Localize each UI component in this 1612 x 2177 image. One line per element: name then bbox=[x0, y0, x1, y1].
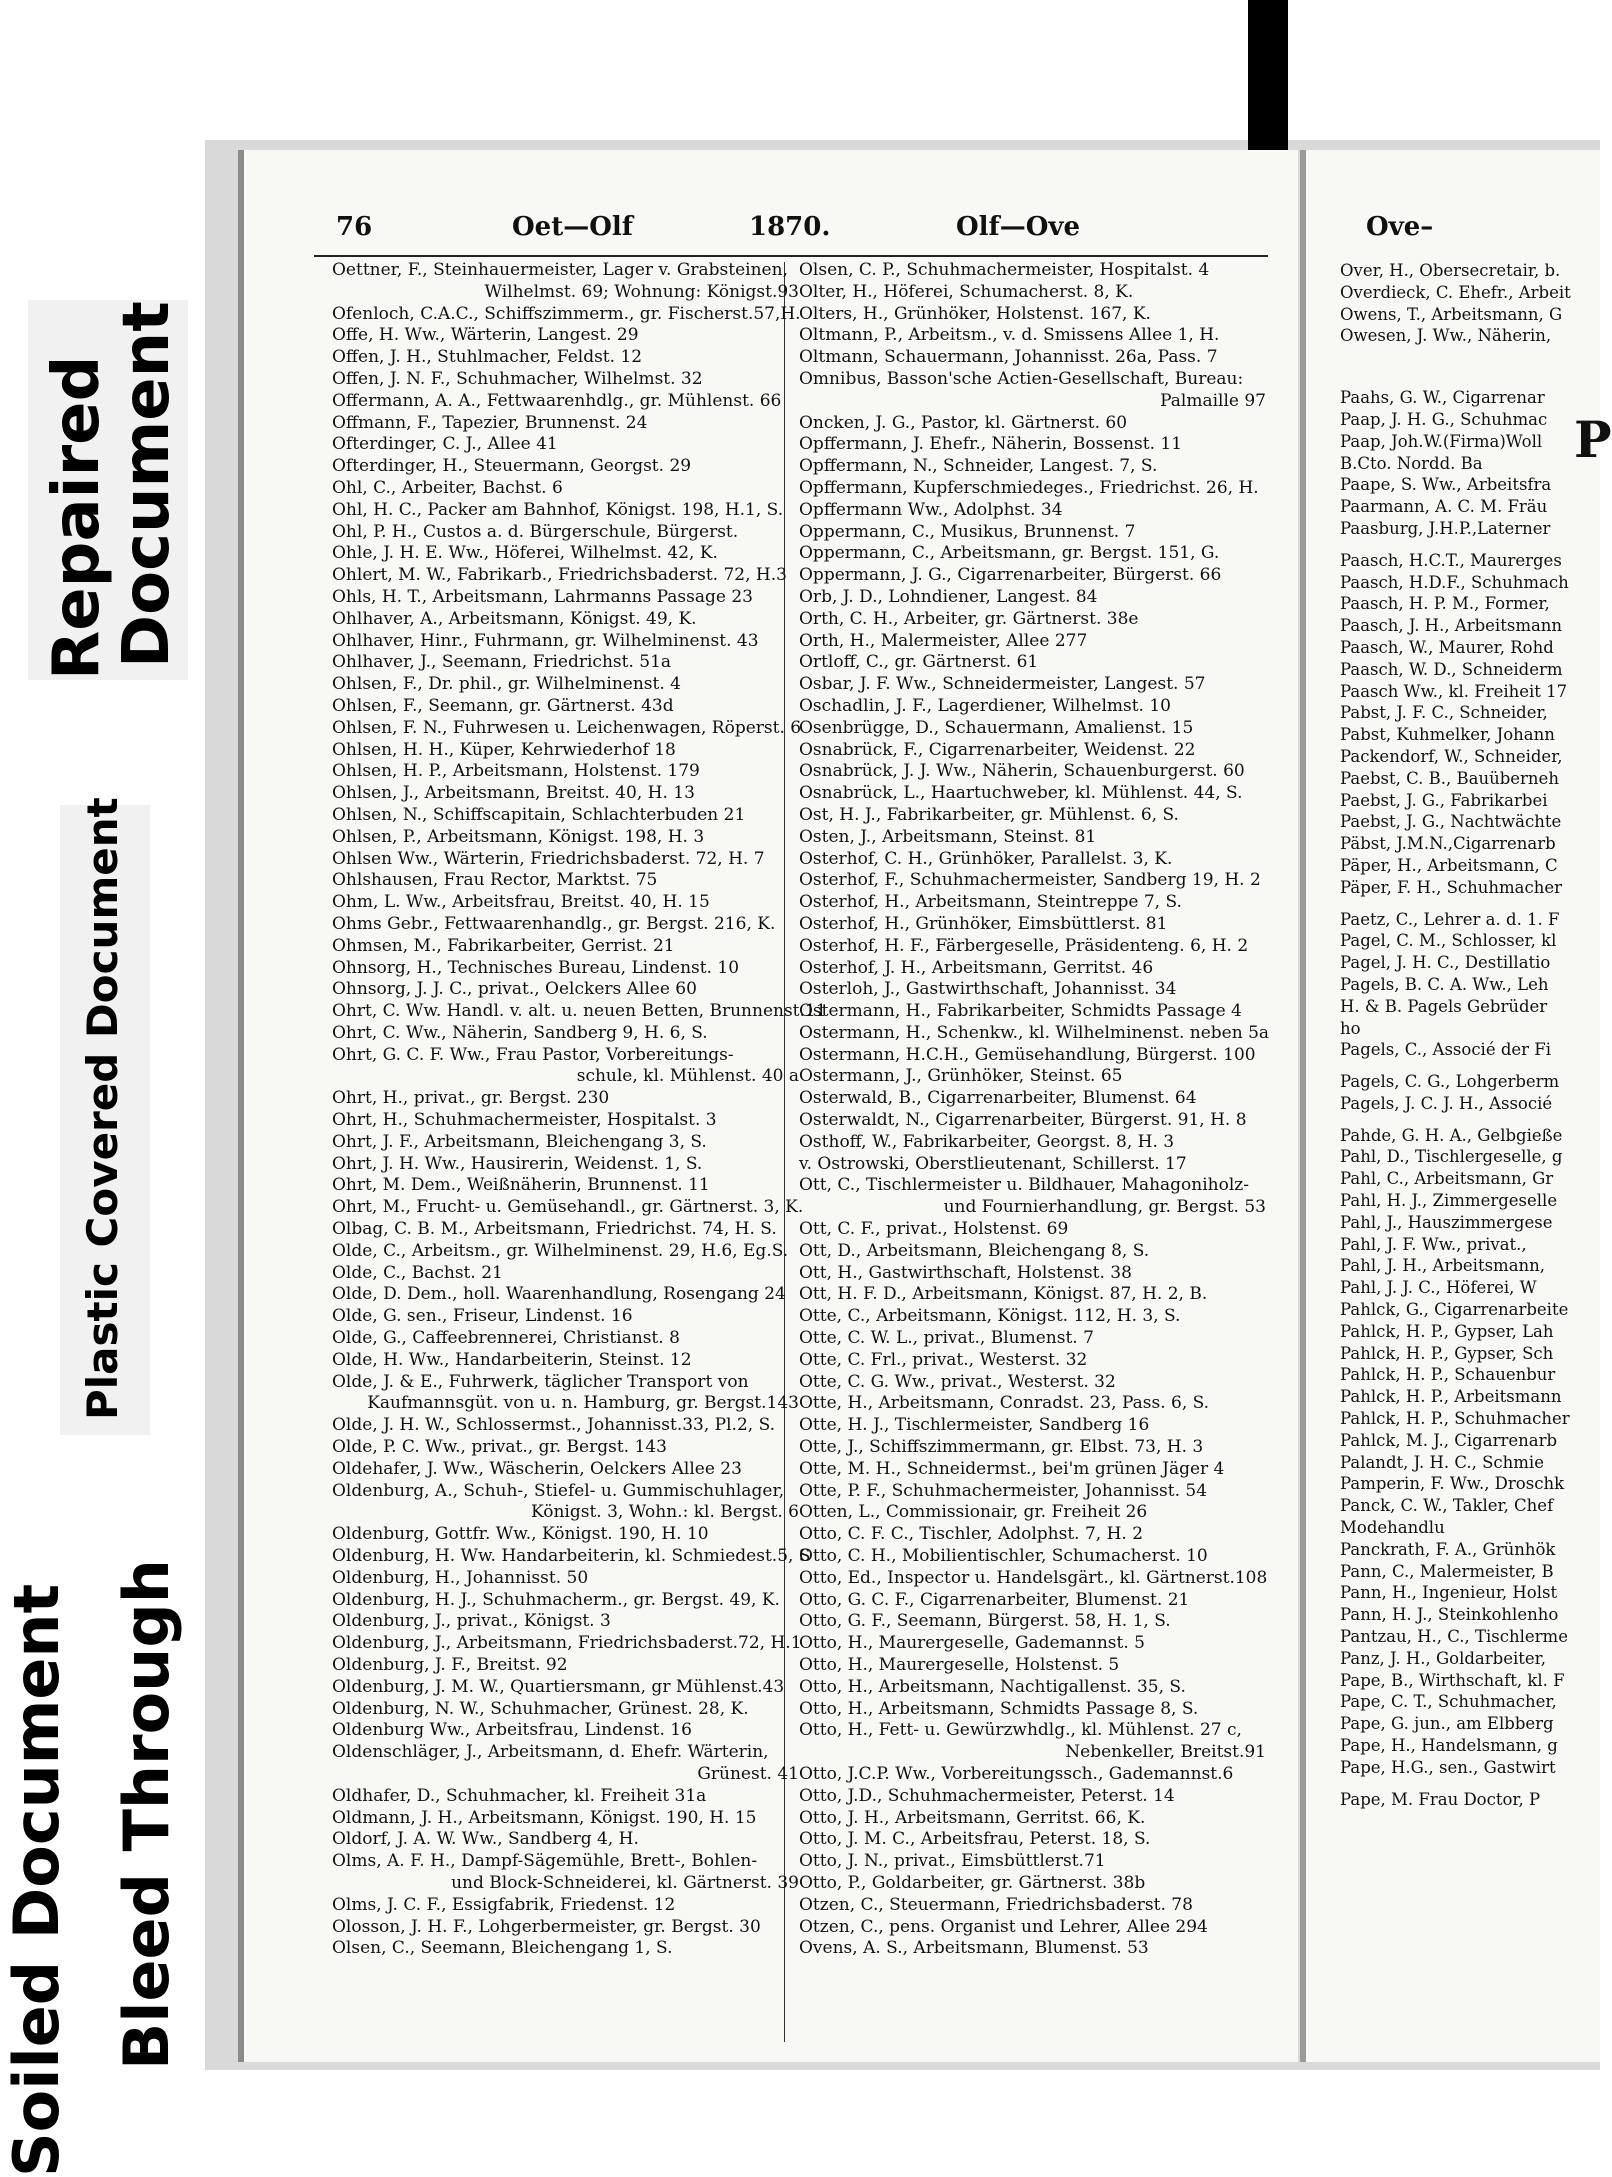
directory-entry: Ohrt, M. Dem., Weißnäherin, Brunnenst. 11 bbox=[332, 1175, 710, 1196]
directory-entry bbox=[1340, 347, 1606, 357]
directory-entry: Olter, H., Höferei, Schumacherst. 8, K. bbox=[799, 281, 1134, 302]
directory-entry: Otto, J. M. C., Arbeitsfrau, Peterst. 18, S. bbox=[799, 1829, 1151, 1850]
section-letter: P bbox=[1574, 410, 1612, 469]
directory-entry: Otte, P. F., Schuhmachermeister, Johannisst. 54 bbox=[799, 1480, 1208, 1501]
directory-entry: Paasch, H.D.F., Schuhmach bbox=[1340, 572, 1569, 592]
directory-entry: Oldenburg, J., privat., Königst. 3 bbox=[332, 1611, 611, 1632]
directory-entry: Ott, C., Tischlermeister u. Bildhauer, Mahagoniholz- bbox=[799, 1175, 1249, 1196]
directory-entry: Oschadlin, J. F., Lagerdiener, Wilhelmst. 10 bbox=[799, 695, 1171, 716]
directory-entry: Oldenburg, J. M. W., Quartiersmann, gr Mühlenst.43 bbox=[332, 1676, 785, 1697]
soiled-document-tag: Soiled Document bbox=[0, 1583, 73, 2177]
directory-entry: Ohl, H. C., Packer am Bahnhof, Königst. 198, H.1, S. bbox=[332, 499, 784, 520]
directory-entry: Paebst, J. G., Fabrikarbei bbox=[1340, 790, 1548, 810]
directory-entry: Pann, C., Malermeister, B bbox=[1340, 1561, 1554, 1581]
directory-entry: Pagels, J. C. J. H., Associé bbox=[1340, 1093, 1553, 1113]
directory-entry: Ohrt, C. Ww., Näherin, Sandberg 9, H. 6, S. bbox=[332, 1022, 708, 1043]
directory-entry: Panckrath, F. A., Grünhök bbox=[1340, 1539, 1556, 1559]
directory-entry: Ohrt, J. H. Ww., Hausirerin, Weidenst. 1, S. bbox=[332, 1153, 703, 1174]
page-header bbox=[244, 212, 1298, 252]
directory-entry: Ofterdinger, H., Steuermann, Georgst. 29 bbox=[332, 456, 692, 477]
directory-entry: Pahlck, M. J., Cigarrenarb bbox=[1340, 1430, 1558, 1450]
directory-column-right bbox=[1340, 260, 1606, 1810]
directory-entry: Otto, Ed., Inspector u. Handelsgärt., kl. Gärtnerst.108 bbox=[799, 1567, 1268, 1588]
directory-entry: Päper, H., Arbeitsmann, C bbox=[1340, 855, 1558, 875]
directory-entry: Ohm, L. Ww., Arbeitsfrau, Breitst. 40, H. 15 bbox=[332, 892, 710, 913]
page-number: 76 bbox=[336, 212, 373, 242]
directory-entry: Otto, G. F., Seemann, Bürgerst. 58, H. 1, S. bbox=[799, 1611, 1171, 1632]
directory-entry: Ohrt, G. C. F. Ww., Frau Pastor, Vorbereitungs- bbox=[332, 1044, 734, 1065]
directory-entry: Osterhof, H., Grünhöker, Eimsbüttlerst. 81 bbox=[799, 913, 1168, 934]
directory-entry: Orth, H., Malermeister, Allee 277 bbox=[799, 630, 1088, 651]
directory-entry: Oldehafer, J. Ww., Wäscherin, Oelckers Allee 23 bbox=[332, 1458, 742, 1479]
directory-entry: Opffermann, N., Schneider, Langest. 7, S. bbox=[799, 456, 1158, 477]
directory-entry: Opffermann, Kupferschmiedeges., Friedrichst. 26, H. bbox=[799, 477, 1259, 498]
directory-entry: Olde, D. Dem., holl. Waarenhandlung, Rosengang 24 bbox=[332, 1284, 786, 1305]
directory-entry: Ostermann, H., Fabrikarbeiter, Schmidts Passage 4 bbox=[799, 1001, 1242, 1022]
directory-entry: Pagel, J. H. C., Destillatio bbox=[1340, 953, 1551, 973]
directory-entry: Otzen, C., Steuermann, Friedrichsbaderst. 78 bbox=[799, 1894, 1193, 1915]
directory-entry: Osnabrück, L., Haartuchweber, kl. Mühlenst. 44, S. bbox=[799, 783, 1243, 804]
directory-entry: Ostermann, H., Schenkw., kl. Wilhelminenst. neben 5a bbox=[799, 1022, 1270, 1043]
directory-entry: Oldenburg, Gottfr. Ww., Königst. 190, H. 10 bbox=[332, 1524, 709, 1545]
directory-entry: Ostermann, H.C.H., Gemüsehandlung, Bürgerst. 100 bbox=[799, 1044, 1256, 1065]
bleed-through-tag: Bleed Through bbox=[110, 1559, 183, 2070]
directory-entry: Opffermann, J. Ehefr., Näherin, Bossenst. 11 bbox=[799, 434, 1183, 455]
directory-entry: ho bbox=[1340, 1018, 1361, 1038]
directory-entry: Pahl, D., Tischlergeselle, g bbox=[1340, 1147, 1563, 1167]
directory-entry: Osterhof, J. H., Arbeitsmann, Gerritst. 46 bbox=[799, 957, 1154, 978]
directory-entry: Oldenburg, A., Schuh-, Stiefel- u. Gummischuhlager, bbox=[332, 1480, 785, 1501]
directory-entry: Otto, J.C.P. Ww., Vorbereitungssch., Gademannst.6 bbox=[799, 1763, 1234, 1784]
directory-entry: Osten, J., Arbeitsmann, Steinst. 81 bbox=[799, 826, 1097, 847]
directory-entry: Wilhelmst. 69; Wohnung: Königst.93 bbox=[484, 281, 799, 302]
directory-entry: Offmann, F., Tapezier, Brunnenst. 24 bbox=[332, 412, 648, 433]
directory-entry: Otte, H. J., Tischlermeister, Sandberg 16 bbox=[799, 1415, 1150, 1436]
directory-entry: Paape, S. Ww., Arbeitsfra bbox=[1340, 475, 1552, 495]
directory-entry: Oltmann, P., Arbeitsm., v. d. Smissens Allee 1, H. bbox=[799, 325, 1220, 346]
directory-entry: Otto, H., Fett- u. Gewürzwhdlg., kl. Mühlenst. 27 c, bbox=[799, 1720, 1242, 1741]
directory-entry: Ohmsen, M., Fabrikarbeiter, Gerrist. 21 bbox=[332, 935, 675, 956]
directory-entry: Oldenburg, N. W., Schuhmacher, Grünest. 28, K. bbox=[332, 1698, 749, 1719]
directory-entry: Osterloh, J., Gastwirthschaft, Johannisst. 34 bbox=[799, 979, 1177, 1000]
directory-entry: Oldenburg Ww., Arbeitsfrau, Lindenst. 16 bbox=[332, 1720, 692, 1741]
left-page bbox=[238, 150, 1298, 2062]
directory-entry: Ohrt, J. F., Arbeitsmann, Bleichengang 3, S. bbox=[332, 1131, 707, 1152]
directory-entry: Otto, H., Arbeitsmann, Nachtigallenst. 35, S. bbox=[799, 1676, 1186, 1697]
directory-entry: Pamperin, F. Ww., Droschk bbox=[1340, 1474, 1565, 1494]
directory-entry: Paasch, J. H., Arbeitsmann bbox=[1340, 616, 1563, 636]
header-rule bbox=[314, 255, 1268, 257]
directory-entry: Osterwald, B., Cigarrenarbeiter, Blumenst. 64 bbox=[799, 1088, 1197, 1109]
directory-entry: Otto, J.D., Schuhmachermeister, Peterst. 14 bbox=[799, 1785, 1175, 1806]
directory-entry: Ohnsorg, J. J. C., privat., Oelckers Allee 60 bbox=[332, 979, 697, 1000]
scanner-edge-bar bbox=[1248, 0, 1288, 150]
directory-entry: Pann, H. J., Steinkohlenho bbox=[1340, 1605, 1559, 1625]
directory-entry: Ohlsen, H. P., Arbeitsmann, Holstenst. 179 bbox=[332, 761, 700, 782]
directory-entry: Päper, F. H., Schuhmacher bbox=[1340, 877, 1563, 897]
directory-entry: Orth, C. H., Arbeiter, gr. Gärtnerst. 38e bbox=[799, 608, 1139, 629]
directory-entry: Paasch, W. D., Schneiderm bbox=[1340, 659, 1563, 679]
directory-entry: Ohlsen, F., Seemann, gr. Gärtnerst. 43d bbox=[332, 695, 674, 716]
directory-entry: Otto, G. C. F., Cigarrenarbeiter, Blumenst. 21 bbox=[799, 1589, 1190, 1610]
directory-entry: Oldhafer, D., Schuhmacher, kl. Freiheit 31a bbox=[332, 1785, 707, 1806]
directory-entry: Olsen, C., Seemann, Bleichengang 1, S. bbox=[332, 1938, 673, 1959]
directory-entry: Olbag, C. B. M., Arbeitsmann, Friedrichst. 74, H. S. bbox=[332, 1219, 777, 1240]
directory-entry: Ohl, C., Arbeiter, Bachst. 6 bbox=[332, 477, 563, 498]
directory-entry bbox=[1340, 357, 1606, 367]
directory-entry: Osenbrügge, D., Schauermann, Amalienst. 15 bbox=[799, 717, 1194, 738]
directory-entry: Ohlhaver, Hinr., Fuhrmann, gr. Wilhelminenst. 43 bbox=[332, 630, 759, 651]
directory-entry: Ohlert, M. W., Fabrikarb., Friedrichsbaderst. 72, H.3 bbox=[332, 565, 787, 586]
directory-entry: Pagels, C., Associé der Fi bbox=[1340, 1040, 1552, 1060]
directory-entry: Otto, H., Maurergeselle, Holstenst. 5 bbox=[799, 1655, 1120, 1675]
directory-entry: Paebst, C. B., Bauüberneh bbox=[1340, 768, 1559, 788]
directory-entry: Pagel, C. M., Schlosser, kl bbox=[1340, 931, 1557, 951]
directory-entry: Pahlck, H. P., Schuhmacher bbox=[1340, 1409, 1570, 1429]
directory-column-1 bbox=[332, 260, 827, 1960]
repaired-tag-line2: Document bbox=[110, 301, 184, 668]
directory-entry: Omnibus, Basson'sche Actien-Gesellschaft, Bureau: bbox=[799, 368, 1244, 389]
directory-entry: Otto, J. N., privat., Eimsbüttlerst.71 bbox=[799, 1851, 1106, 1872]
directory-entry: und Fournierhandlung, gr. Bergst. 53 bbox=[943, 1197, 1266, 1218]
directory-entry: Ohrt, C. Ww. Handl. v. alt. u. neuen Betten, Brunnenst.11 bbox=[332, 1001, 827, 1022]
directory-entry: Pahl, J. J. C., Höferei, W bbox=[1340, 1278, 1537, 1298]
directory-entry: Ott, H., Gastwirthschaft, Holstenst. 38 bbox=[799, 1262, 1132, 1283]
directory-entry: Olms, A. F. H., Dampf-Sägemühle, Brett-, Bohlen- bbox=[332, 1851, 758, 1872]
directory-entry: Pagels, C. G., Lohgerberm bbox=[1340, 1072, 1560, 1092]
directory-entry: Ovens, A. S., Arbeitsmann, Blumenst. 53 bbox=[799, 1938, 1149, 1959]
directory-entry: Paasch, H.C.T., Maurerges bbox=[1340, 550, 1562, 570]
directory-entry: Panz, J. H., Goldarbeiter, bbox=[1340, 1648, 1546, 1668]
directory-entry: Pape, M. Frau Doctor, P bbox=[1340, 1789, 1541, 1809]
directory-entry: Pahde, G. H. A., Gelbgieße bbox=[1340, 1125, 1563, 1145]
right-page-header: Ove– bbox=[1366, 212, 1434, 242]
directory-entry bbox=[1340, 377, 1606, 387]
directory-entry: Olde, G., Caffeebrennerei, Christianst. 8 bbox=[332, 1328, 680, 1349]
directory-entry: Otte, H., Arbeitsmann, Conradst. 23, Pass. 6, S. bbox=[799, 1393, 1210, 1414]
directory-entry: Oettner, F., Steinhauermeister, Lager v. Grabsteinen, bbox=[332, 260, 788, 280]
directory-entry: Pahlck, H. P., Gypser, Lah bbox=[1340, 1321, 1554, 1341]
directory-entry: Over, H., Obersecretair, b. bbox=[1340, 261, 1561, 280]
directory-entry: Overdieck, C. Ehefr., Arbeit bbox=[1340, 282, 1571, 302]
directory-entry: Olde, C., Arbeitsm., gr. Wilhelminenst. 29, H.6, Eg.S. bbox=[332, 1240, 789, 1261]
directory-entry: Oltmann, Schauermann, Johannisst. 26a, Pass. 7 bbox=[799, 347, 1218, 368]
directory-entry: Orb, J. D., Lohndiener, Langest. 84 bbox=[799, 586, 1098, 607]
directory-entry: Paap, J. H. G., Schuhmac bbox=[1340, 409, 1548, 429]
directory-entry: Otte, J., Schiffszimmermann, gr. Elbst. 73, H. 3 bbox=[799, 1437, 1204, 1458]
directory-entry: Ofenloch, C.A.C., Schiffszimmerm., gr. Fischerst.57,H. bbox=[332, 303, 801, 324]
directory-entry: Otte, C. Frl., privat., Westerst. 32 bbox=[799, 1349, 1088, 1370]
directory-entry: Ohlsen, J., Arbeitsmann, Breitst. 40, H. 13 bbox=[332, 783, 695, 804]
directory-entry: Ost, H. J., Fabrikarbeiter, gr. Mühlenst. 6, S. bbox=[799, 804, 1179, 825]
directory-entry: Otto, C. F. C., Tischler, Adolphst. 7, H. 2 bbox=[799, 1524, 1144, 1545]
directory-entry: Ohlhaver, A., Arbeitsmann, Königst. 49, K. bbox=[332, 608, 697, 629]
directory-entry: Paasch, H. P. M., Former, bbox=[1340, 594, 1550, 614]
directory-entry: Offen, J. N. F., Schuhmacher, Wilhelmst. 32 bbox=[332, 368, 703, 389]
directory-entry bbox=[1340, 899, 1606, 909]
directory-entry: Pantzau, H., C., Tischlerme bbox=[1340, 1627, 1568, 1647]
directory-entry: Pahlck, G., Cigarrenarbeite bbox=[1340, 1300, 1569, 1320]
directory-entry: Oldenburg, J., Arbeitsmann, Friedrichsbaderst.72, H.1 bbox=[332, 1633, 802, 1654]
directory-entry: Olsen, C. P., Schuhmachermeister, Hospitalst. 4 bbox=[799, 260, 1210, 280]
directory-entry: Owesen, J. Ww., Näherin, bbox=[1340, 326, 1552, 346]
directory-entry: Ohlhaver, J., Seemann, Friedrichst. 51a bbox=[332, 652, 672, 673]
directory-entry: Olde, C., Bachst. 21 bbox=[332, 1262, 503, 1283]
directory-entry: Panck, C. W., Takler, Chef bbox=[1340, 1496, 1554, 1516]
directory-entry: Ohl, P. H., Custos a. d. Bürgerschule, Bürgerst. bbox=[332, 521, 739, 542]
directory-entry: Offe, H. Ww., Wärterin, Langest. 29 bbox=[332, 325, 639, 346]
directory-entry: Oppermann, C., Arbeitsmann, gr. Bergst. 151, G. bbox=[799, 543, 1220, 564]
directory-entry: Königst. 3, Wohn.: kl. Bergst. 6 bbox=[530, 1502, 799, 1523]
directory-entry: Pape, H., Handelsmann, g bbox=[1340, 1736, 1558, 1755]
plastic-covered-tag: Plastic Covered Document bbox=[78, 797, 127, 1420]
directory-entry bbox=[1340, 367, 1606, 377]
directory-entry: Otto, P., Goldarbeiter, gr. Gärtnerst. 38b bbox=[799, 1872, 1146, 1893]
directory-entry: Oldorf, J. A. W. Ww., Sandberg 4, H. bbox=[332, 1829, 639, 1850]
directory-entry: Ott, H. F. D., Arbeitsmann, Königst. 87, H. 2, B. bbox=[799, 1284, 1208, 1305]
directory-entry: Otte, C. G. Ww., privat., Westerst. 32 bbox=[799, 1371, 1116, 1392]
directory-entry: Oldenburg, H., Johannisst. 50 bbox=[332, 1567, 589, 1588]
directory-entry: Ohlsen, H. H., Küper, Kehrwiederhof 18 bbox=[332, 739, 676, 760]
directory-column-2 bbox=[799, 260, 1274, 1960]
directory-entry: Offen, J. H., Stuhlmacher, Feldst. 12 bbox=[332, 347, 643, 368]
directory-entry: Ortloff, C., gr. Gärtnerst. 61 bbox=[799, 652, 1039, 673]
repaired-tag-line1: Repaired bbox=[40, 355, 114, 680]
directory-entry: Palmaille 97 bbox=[1160, 390, 1266, 411]
directory-entry: Kaufmannsgüt. von u. n. Hamburg, gr. Bergst.143 bbox=[367, 1393, 799, 1414]
directory-entry: Ohrt, H., Schuhmachermeister, Hospitalst. 3 bbox=[332, 1110, 717, 1131]
directory-entry: Grünest. 41 bbox=[697, 1763, 799, 1784]
directory-entry: Otte, C., Arbeitsmann, Königst. 112, H. 3, S. bbox=[799, 1306, 1181, 1327]
directory-entry: v. Ostrowski, Oberstlieutenant, Schillerst. 17 bbox=[799, 1153, 1187, 1174]
directory-entry: Olosson, J. H. F., Lohgerbermeister, gr. Bergst. 30 bbox=[332, 1916, 761, 1937]
directory-entry: Otto, J. H., Arbeitsmann, Gerritst. 66, K. bbox=[799, 1807, 1146, 1828]
directory-entry: schule, kl. Mühlenst. 40 a bbox=[576, 1066, 799, 1087]
directory-entry: Oldenburg, J. F., Breitst. 92 bbox=[332, 1655, 568, 1675]
directory-entry: Paasch Ww., kl. Freiheit 17 bbox=[1340, 681, 1568, 701]
directory-entry bbox=[1340, 1115, 1606, 1125]
directory-entry: Osterhof, F., Schuhmachermeister, Sandberg 19, H. 2 bbox=[799, 870, 1261, 891]
directory-entry: Palandt, J. H. C., Schmie bbox=[1340, 1452, 1544, 1472]
directory-entry: Pape, B., Wirthschaft, kl. F bbox=[1340, 1670, 1565, 1690]
directory-entry: Otto, C. H., Mobilientischler, Schumacherst. 10 bbox=[799, 1546, 1208, 1567]
directory-entry: Pape, G. jun., am Elbberg bbox=[1340, 1714, 1554, 1734]
directory-entry: Ott, C. F., privat., Holstenst. 69 bbox=[799, 1219, 1069, 1240]
directory-entry: H. & B. Pagels Gebrüder bbox=[1340, 996, 1548, 1016]
directory-entry bbox=[1340, 540, 1606, 550]
directory-entry: Ohrt, M., Frucht- u. Gemüsehandl., gr. Gärtnerst. 3, K. bbox=[332, 1197, 804, 1218]
directory-entry: Paebst, J. G., Nachtwächte bbox=[1340, 812, 1562, 832]
directory-entry: Nebenkeller, Breitst.91 bbox=[1065, 1742, 1266, 1763]
directory-entry: Owens, T., Arbeitsmann, G bbox=[1340, 304, 1563, 324]
directory-entry: Ofterdinger, C. J., Allee 41 bbox=[332, 434, 558, 455]
directory-entry: Oppermann, C., Musikus, Brunnenst. 7 bbox=[799, 521, 1136, 542]
directory-entry: Ohlsen Ww., Wärterin, Friedrichsbaderst. 72, H. 7 bbox=[332, 848, 765, 869]
directory-entry: Pahlck, H. P., Gypser, Sch bbox=[1340, 1343, 1554, 1363]
directory-entry: Paasch, W., Maurer, Rohd bbox=[1340, 637, 1554, 657]
directory-entry: Olde, J. & E., Fuhrwerk, täglicher Transport von bbox=[332, 1371, 749, 1392]
directory-entry: Otto, H., Maurergeselle, Gademannst. 5 bbox=[799, 1633, 1145, 1654]
directory-entry: Ohlshausen, Frau Rector, Marktst. 75 bbox=[332, 870, 658, 891]
directory-entry: Paasburg, J.H.P.,Laterner bbox=[1340, 518, 1551, 538]
directory-entry: Osterhof, H. F., Färbergeselle, Präsidenteng. 6, H. 2 bbox=[799, 935, 1249, 956]
directory-entry: Otzen, C., pens. Organist und Lehrer, Allee 294 bbox=[799, 1916, 1208, 1937]
directory-entry: Oldmann, J. H., Arbeitsmann, Königst. 190, H. 15 bbox=[332, 1807, 757, 1828]
directory-entry: Ohlsen, F., Dr. phil., gr. Wilhelminenst. 4 bbox=[332, 674, 681, 695]
directory-entry: Paetz, C., Lehrer a. d. 1. F bbox=[1340, 909, 1560, 929]
directory-entry: Ostermann, J., Grünhöker, Steinst. 65 bbox=[799, 1066, 1123, 1087]
directory-entry: Ohlsen, P., Arbeitsmann, Königst. 198, H. 3 bbox=[332, 826, 705, 847]
directory-entry: Offermann, A. A., Fettwaarenhdlg., gr. Mühlenst. 66 bbox=[332, 390, 782, 411]
directory-entry: Otte, C. W. L., privat., Blumenst. 7 bbox=[799, 1328, 1094, 1349]
directory-entry: Osthoff, W., Fabrikarbeiter, Georgst. 8, H. 3 bbox=[799, 1131, 1175, 1152]
directory-entry: Pahlck, H. P., Arbeitsmann bbox=[1340, 1387, 1562, 1407]
directory-entry bbox=[1340, 1779, 1606, 1789]
directory-entry: und Block-Schneiderei, kl. Gärtnerst. 39 bbox=[451, 1872, 799, 1893]
directory-entry: Olms, J. C. F., Essigfabrik, Friedenst. 12 bbox=[332, 1894, 676, 1915]
directory-entry: Ott, D., Arbeitsmann, Bleichengang 8, S. bbox=[799, 1240, 1150, 1261]
directory-entry: Olde, G. sen., Friseur, Lindenst. 16 bbox=[332, 1306, 633, 1327]
directory-entry: Pahl, J. H., Arbeitsmann, bbox=[1340, 1256, 1546, 1276]
directory-entry: Otten, L., Commissionair, gr. Freiheit 26 bbox=[799, 1502, 1148, 1523]
directory-entry: Otte, M. H., Schneidermst., bei'm grünen Jäger 4 bbox=[799, 1458, 1225, 1479]
directory-entry: Pahl, J. F. Ww., privat., bbox=[1340, 1234, 1527, 1254]
directory-entry bbox=[1340, 1061, 1606, 1071]
directory-entry: Oldenschläger, J., Arbeitsmann, d. Ehefr. Wärterin, bbox=[332, 1742, 769, 1763]
directory-entry: Pape, H.G., sen., Gastwirt bbox=[1340, 1757, 1556, 1777]
directory-entry: Ohnsorg, H., Technisches Bureau, Lindenst. 10 bbox=[332, 957, 740, 978]
header-range-left: Oet—Olf bbox=[512, 212, 633, 242]
directory-entry: Päbst, J.M.N.,Cigarrenarb bbox=[1340, 834, 1556, 854]
header-year: 1870. bbox=[749, 212, 831, 242]
repaired-document-tag bbox=[42, 301, 182, 680]
directory-entry: Paarmann, A. C. M. Fräu bbox=[1340, 497, 1548, 517]
directory-entry: Osnabrück, J. J. Ww., Näherin, Schauenburgerst. 60 bbox=[799, 761, 1245, 782]
directory-entry: Pahl, J., Hauszimmergese bbox=[1340, 1212, 1553, 1232]
directory-entry: B.Cto. Nordd. Ba bbox=[1340, 453, 1483, 473]
directory-entry: Pabst, J. F. C., Schneider, bbox=[1340, 703, 1548, 723]
directory-entry: Ohlsen, N., Schiffscapitain, Schlachterbuden 21 bbox=[332, 804, 746, 825]
directory-entry: Osnabrück, F., Cigarrenarbeiter, Weidenst. 22 bbox=[799, 739, 1196, 760]
right-page bbox=[1300, 150, 1612, 2062]
directory-entry: Oncken, J. G., Pastor, kl. Gärtnerst. 60 bbox=[799, 412, 1128, 433]
directory-entry: Osterhof, C. H., Grünhöker, Parallelst. 3, K. bbox=[799, 848, 1173, 869]
directory-entry: Otto, H., Arbeitsmann, Schmidts Passage 8, S. bbox=[799, 1698, 1199, 1719]
directory-entry: Ohls, H. T., Arbeitsmann, Lahrmanns Passage 23 bbox=[332, 586, 753, 607]
directory-entry: Oppermann, J. G., Cigarrenarbeiter, Bürgerst. 66 bbox=[799, 565, 1222, 586]
directory-entry: Ohrt, H., privat., gr. Bergst. 230 bbox=[332, 1088, 610, 1109]
directory-entry: Ohlsen, F. N., Fuhrwesen u. Leichenwagen, Röperst. 6 bbox=[332, 717, 802, 738]
directory-entry: Paap, Joh.W.(Firma)Woll bbox=[1340, 431, 1543, 451]
directory-entry: Pann, H., Ingenieur, Holst bbox=[1340, 1583, 1558, 1603]
directory-entry: Osbar, J. F. Ww., Schneidermeister, Langest. 57 bbox=[799, 674, 1206, 695]
directory-entry: Pahl, H. J., Zimmergeselle bbox=[1340, 1191, 1558, 1211]
directory-entry: Ohle, J. H. E. Ww., Höferei, Wilhelmst. 42, K. bbox=[332, 543, 718, 564]
directory-entry: Oldenburg, H. Ww. Handarbeiterin, kl. Schmiedest.5, S bbox=[332, 1546, 811, 1567]
directory-entry: Osterhof, H., Arbeitsmann, Steintreppe 7, S. bbox=[799, 892, 1182, 913]
directory-entry: Pahl, C., Arbeitsmann, Gr bbox=[1340, 1169, 1554, 1189]
directory-entry: Opffermann Ww., Adolphst. 34 bbox=[799, 499, 1063, 520]
directory-entry: Osterwaldt, N., Cigarrenarbeiter, Bürgerst. 91, H. 8 bbox=[799, 1110, 1247, 1131]
directory-entry: Paahs, G. W., Cigarrenar bbox=[1340, 388, 1545, 408]
directory-entry: Olters, H., Grünhöker, Holstenst. 167, K. bbox=[799, 303, 1151, 324]
directory-entry: Modehandlu bbox=[1340, 1518, 1445, 1538]
directory-entry: Olde, J. H. W., Schlossermst., Johannisst.33, Pl.2, S. bbox=[332, 1415, 776, 1436]
directory-entry: Pabst, Kuhmelker, Johann bbox=[1340, 725, 1555, 745]
directory-entry: Olde, P. C. Ww., privat., gr. Bergst. 143 bbox=[332, 1437, 667, 1458]
directory-entry: Pagels, B. C. A. Ww., Leh bbox=[1340, 974, 1549, 994]
directory-entry: Oldenburg, H. J., Schuhmacherm., gr. Bergst. 49, K. bbox=[332, 1589, 780, 1610]
directory-entry: Ohms Gebr., Fettwaarenhandlg., gr. Bergst. 216, K. bbox=[332, 913, 776, 934]
header-range-right: Olf—Ove bbox=[956, 212, 1081, 242]
directory-entry: Olde, H. Ww., Handarbeiterin, Steinst. 12 bbox=[332, 1349, 692, 1370]
directory-entry: Pahlck, H. P., Schauenbur bbox=[1340, 1365, 1556, 1385]
directory-entry: Pape, C. T., Schuhmacher, bbox=[1340, 1692, 1557, 1712]
directory-entry: Packendorf, W., Schneider, bbox=[1340, 746, 1563, 766]
